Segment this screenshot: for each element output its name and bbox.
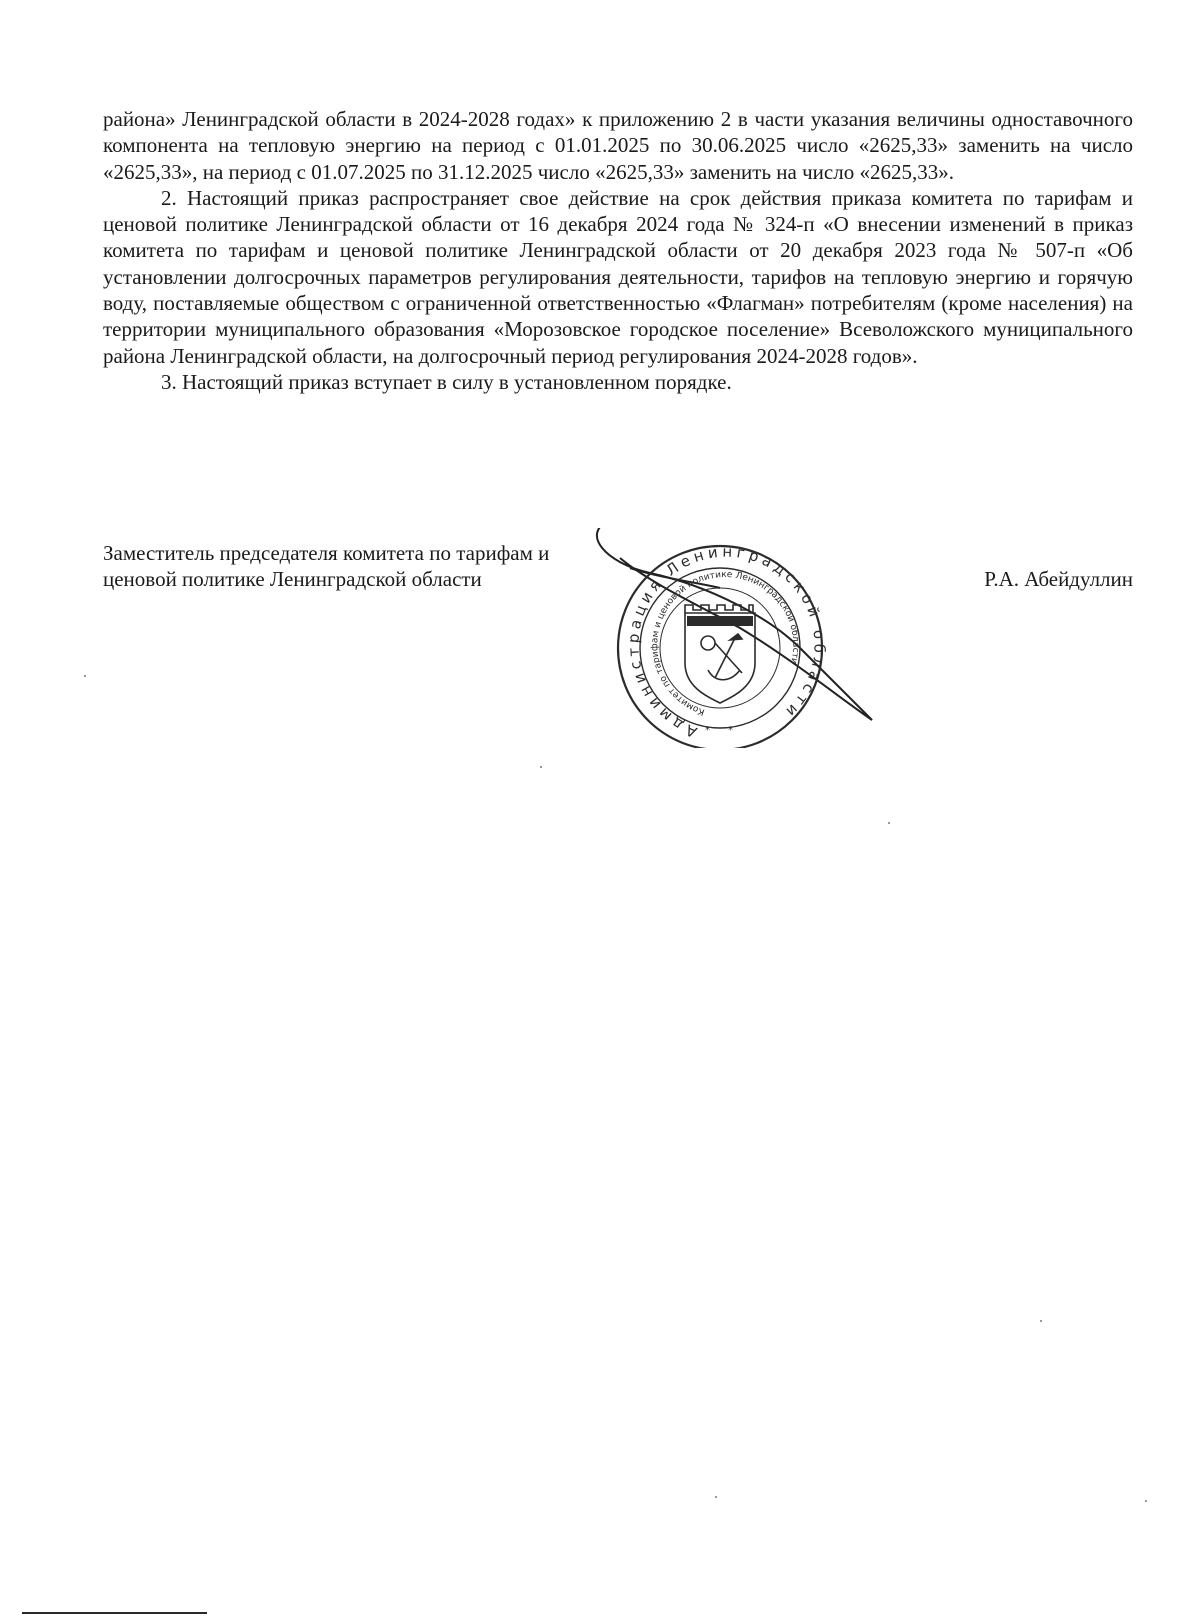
scan-speck — [1145, 1500, 1147, 1502]
document-body — [103, 106, 1133, 395]
seal-inner-text: Комитет по тарифам и ценовой политике Ленинградской области — [650, 570, 801, 717]
scan-speck — [84, 675, 86, 677]
signatory-position — [103, 540, 663, 593]
svg-text:*: * — [728, 725, 733, 736]
scan-speck — [540, 766, 542, 768]
seal-outer-text: Администрация Ленинградской области — [624, 542, 829, 742]
signatory-position-line-1: Заместитель председателя комитета по тарифам и — [103, 541, 550, 565]
scan-speck — [888, 822, 890, 824]
svg-text:Комитет по тарифам и ценовой п — [650, 570, 800, 717]
paragraph-continuation: района» Ленинградской области в 2024-2028 годах» к приложению 2 в части указания величины одноставочного компонента на тепловую энергию на период с 01.01.2025 по 30.06.2025 число «2625,33» заменить на число «2625,33», на период с 01.07.2025 по 31.12.2025 число «2625,33» заменить на число «2625,33». — [103, 107, 1133, 184]
scan-speck — [715, 1496, 717, 1498]
scan-edge-line — [22, 1612, 207, 1614]
paragraph-2: 2. Настоящий приказ распространяет свое действие на срок действия приказа комитета по тарифам и ценовой политике Ленинградской области от 16 декабря 2024 года № 324-п «О внесении изменений в приказ комитета по тарифам и ценовой политике Ленинградской области от 20 декабря 2023 года № 507-п «Об установлении долгосрочных параметров регулирования деятельности, тарифов на тепловую энергию и горячую воду, поставляемые обществом с ограниченной ответственностью «Флагман» потребителям (кроме населения) на территории муниципального образования «Морозовское городское поселение» Всеволожского муниципального района Ленинградской области, на долгосрочный период регулирования 2024-2028 годов». — [103, 185, 1133, 368]
coat-of-arms-icon — [685, 605, 755, 703]
signatory-name: Р.А. Абейдуллин — [984, 567, 1133, 591]
official-seal — [590, 528, 890, 748]
scan-speck — [1040, 1320, 1042, 1322]
signatory-position-line-2: ценовой политике Ленинградской области — [103, 567, 482, 592]
paragraph-3: 3. Настоящий приказ вступает в силу в установленном порядке. — [161, 369, 732, 394]
svg-text:*: * — [705, 725, 710, 736]
